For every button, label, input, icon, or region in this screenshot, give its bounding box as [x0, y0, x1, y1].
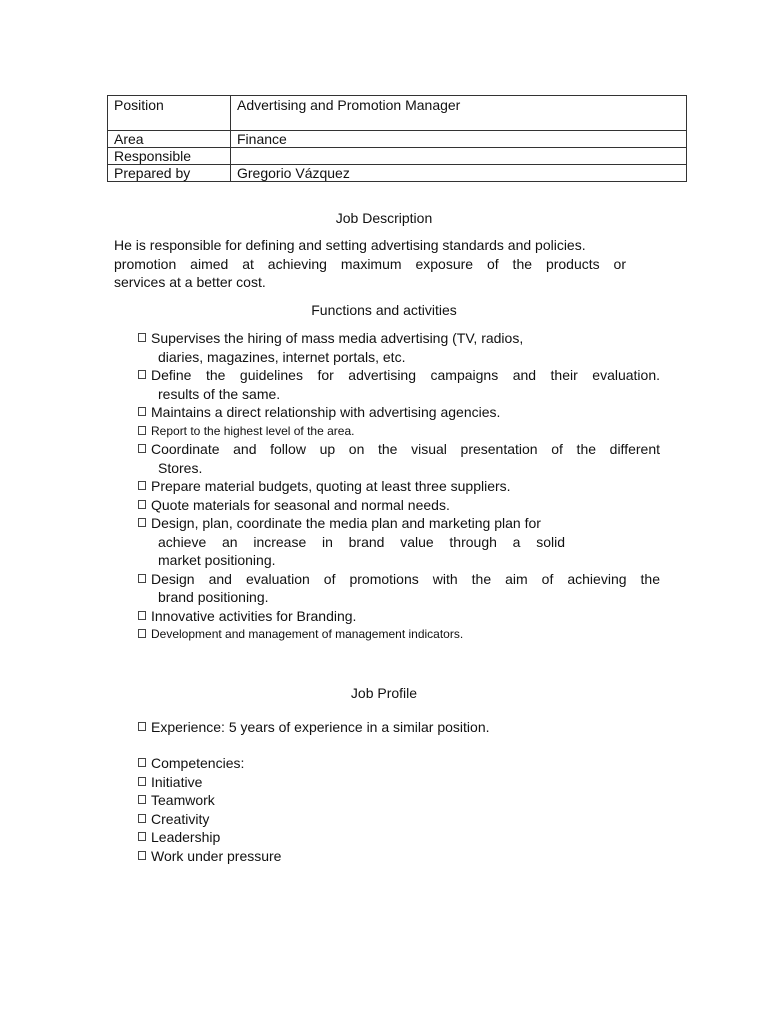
list-item: [138, 718, 638, 737]
prepared-by-value: Gregorio Vázquez: [231, 165, 687, 182]
table-row-responsible: [108, 148, 687, 165]
list-item: Prepare material budgets, quoting at least three suppliers.: [138, 477, 660, 496]
list-item: [138, 754, 438, 773]
competencies-label: Competencies:: [151, 755, 245, 771]
list-item: Design, plan, coordinate the media plan and marketing plan for achieve an increase in brand value through a solid market positioning.: [138, 514, 660, 570]
checkbox-bullet-icon: [138, 832, 146, 841]
position-value: Advertising and Promotion Manager: [231, 96, 687, 131]
checkbox-bullet-icon: [138, 722, 146, 731]
prepared-by-label: Prepared by: [108, 165, 231, 182]
checkbox-bullet-icon: [138, 795, 146, 804]
list-item: Work under pressure: [138, 847, 438, 866]
checkbox-bullet-icon: [138, 444, 146, 453]
checkbox-bullet-icon: [138, 777, 146, 786]
checkbox-bullet-icon: [138, 518, 146, 527]
list-item: Creativity: [138, 810, 438, 829]
checkbox-bullet-icon: [138, 611, 146, 620]
list-item: Maintains a direct relationship with advertising agencies.: [138, 403, 660, 422]
position-label: Position: [108, 96, 231, 131]
job-description-line: promotion aimed at achieving maximum exposure of the products or: [114, 255, 626, 272]
list-item: Teamwork: [138, 791, 438, 810]
list-item: Design and evaluation of promotions with the aim of achieving the brand positioning.: [138, 570, 660, 607]
job-description-line: services at a better cost.: [114, 274, 266, 290]
checkbox-bullet-icon: [138, 481, 146, 490]
checkbox-bullet-icon: [138, 370, 146, 379]
list-item: Quote materials for seasonal and normal needs.: [138, 496, 660, 515]
list-item: Leadership: [138, 828, 438, 847]
list-item: Supervises the hiring of mass media advertising (TV, radios, diaries, magazines, internet portals, etc.: [138, 329, 660, 366]
job-profile-heading: Job Profile: [350, 685, 418, 701]
experience-text: Experience: 5 years of experience in a similar position.: [151, 719, 490, 735]
job-description-text: [114, 236, 626, 292]
checkbox-bullet-icon: [138, 500, 146, 509]
list-item: Coordinate and follow up on the visual presentation of the different Stores.: [138, 440, 660, 477]
functions-heading: Functions and activities: [311, 302, 457, 318]
table-row-area: [108, 131, 687, 148]
functions-list: [138, 329, 660, 644]
responsible-label: Responsible: [108, 148, 231, 165]
checkbox-bullet-icon: [138, 758, 146, 767]
list-item: Report to the highest level of the area.: [138, 422, 660, 441]
checkbox-bullet-icon: [138, 333, 146, 342]
table-row-prepared-by: [108, 165, 687, 182]
list-item: Define the guidelines for advertising campaigns and their evaluation. results of the same.: [138, 366, 660, 403]
responsible-value: [231, 148, 687, 165]
list-item: Innovative activities for Branding.: [138, 607, 660, 626]
list-item: Development and management of management indicators.: [138, 625, 660, 644]
list-item: Initiative: [138, 773, 438, 792]
checkbox-bullet-icon: [138, 814, 146, 823]
table-row-position: [108, 96, 687, 131]
checkbox-bullet-icon: [138, 426, 146, 435]
job-description-heading: Job Description: [335, 210, 433, 226]
area-value: Finance: [231, 131, 687, 148]
competencies-list: [138, 754, 438, 865]
job-description-line: He is responsible for defining and setting advertising standards and policies.: [114, 237, 586, 253]
experience-list: [138, 718, 638, 737]
area-label: Area: [108, 131, 231, 148]
checkbox-bullet-icon: [138, 851, 146, 860]
checkbox-bullet-icon: [138, 574, 146, 583]
checkbox-bullet-icon: [138, 407, 146, 416]
checkbox-bullet-icon: [138, 629, 146, 638]
info-table: [107, 95, 687, 182]
